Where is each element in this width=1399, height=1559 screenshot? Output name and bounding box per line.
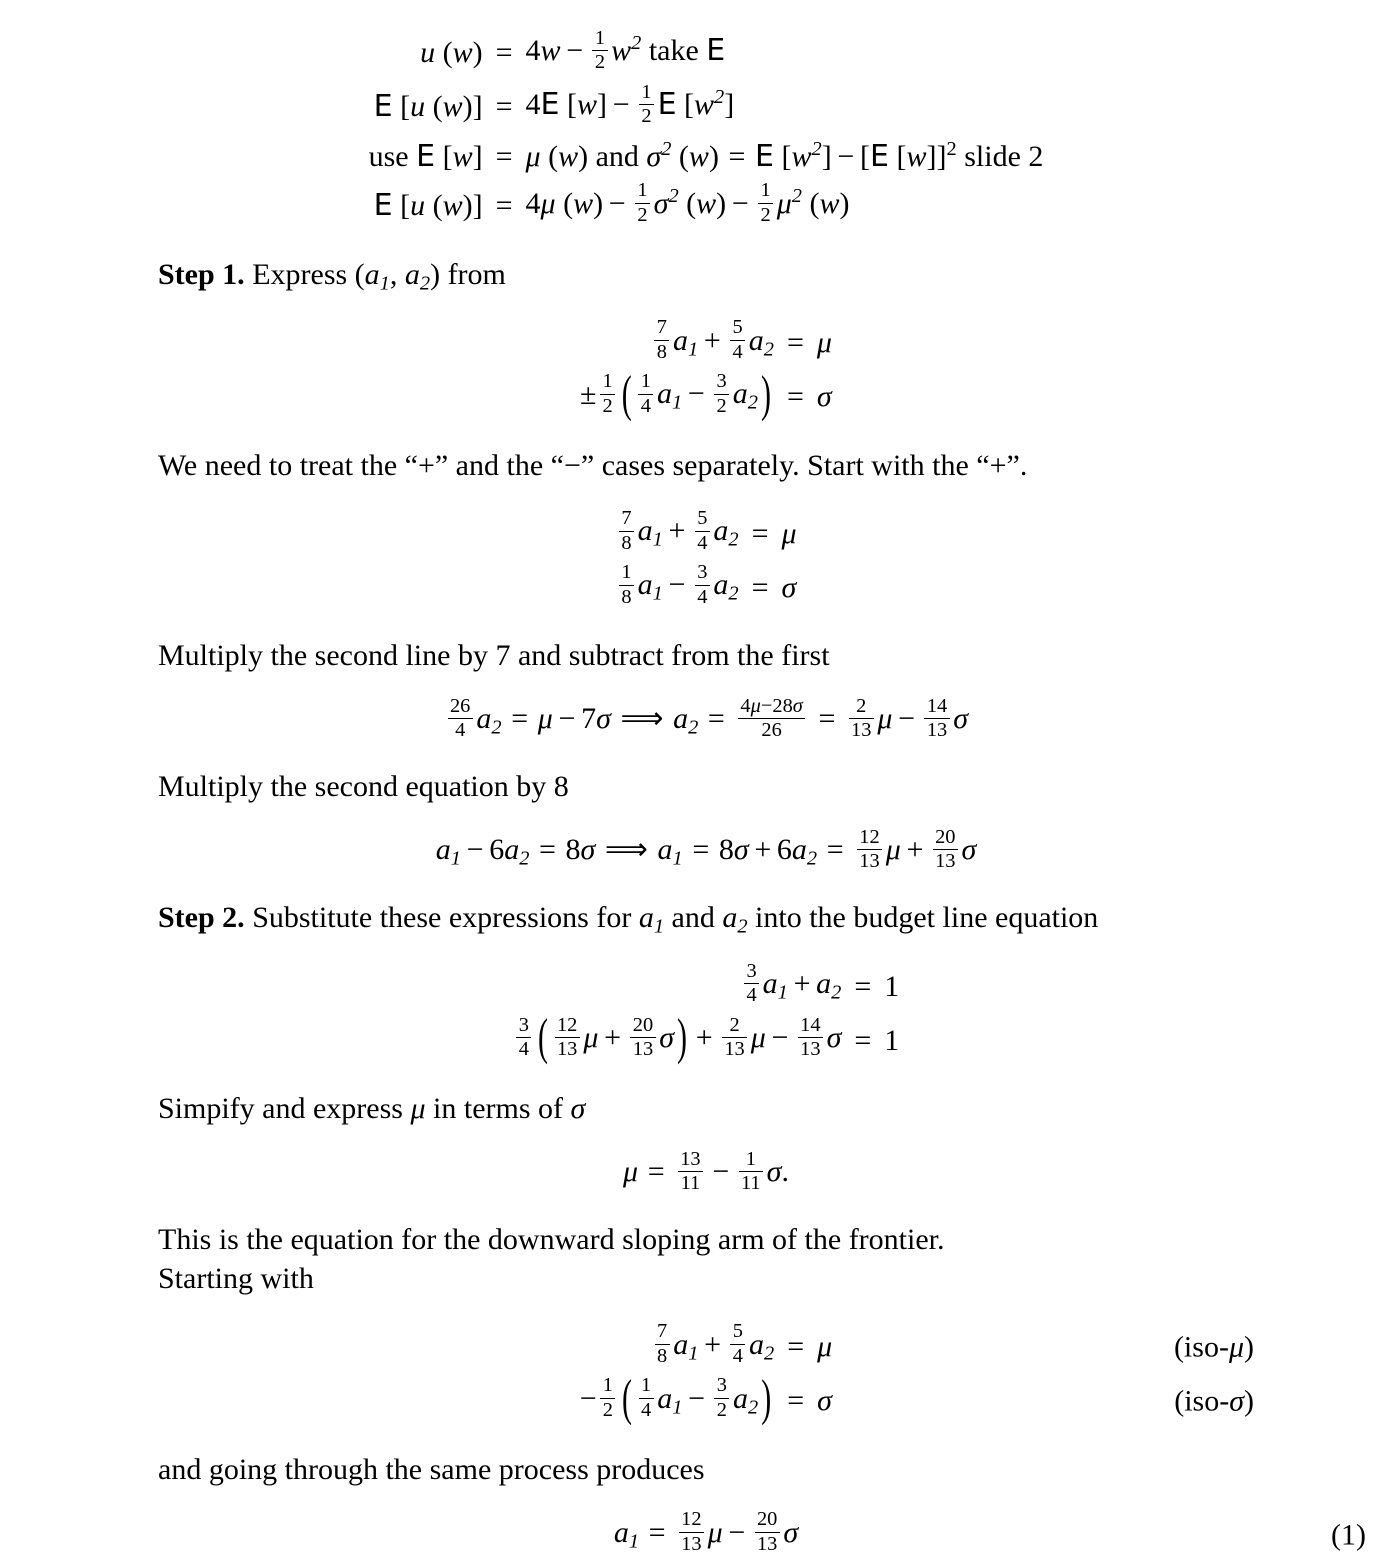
fraction: $\frac{12}{13}$: [857, 826, 882, 874]
fraction: $\frac{12}{13}$: [555, 1014, 580, 1062]
equation-table: [580, 316, 832, 424]
equation-table: [615, 507, 796, 615]
simplify-note: Simpify and express μ in terms of σ: [158, 1091, 586, 1125]
fraction: $\frac{3}{4}$: [516, 1014, 531, 1062]
fraction: $\frac{5}{4}$: [730, 1320, 745, 1368]
fraction: $\frac{1}{8}$: [619, 561, 634, 609]
fraction: $\frac{3}{2}$: [714, 1374, 729, 1422]
mu-sigma-system-plusminus: [158, 316, 1254, 424]
minus-case-a1-result: [158, 1508, 1366, 1559]
budget-line-substitution: [158, 959, 1254, 1067]
equation-row: $\frac{3}{4}$ ( $\frac{12}{13}$ μ + $\frac{20}{13}$ σ ) + $\frac{2}{13}$ μ − $\frac{14}{13}$ σ = 1: [513, 1013, 900, 1067]
equation-tag: (iso-σ): [1174, 1384, 1254, 1418]
plus-case-system: [158, 507, 1254, 615]
multiply-by-7-note: Multiply the second line by 7 and subtract from the first: [158, 639, 830, 673]
fraction: $\frac{5}{4}$: [730, 316, 745, 364]
solve-a1-equation: [158, 825, 1254, 876]
fraction: $\frac{1}{2}$: [600, 370, 615, 418]
fraction: $\frac{1}{11}$: [739, 1148, 764, 1196]
iso-system: [158, 1320, 1254, 1428]
equation: a1 − 6a2 = 8σ ⟹ a1 = 8σ + 6a2 = $\frac{12}{13}$ μ + $\frac{20}{13}$ σ: [435, 825, 977, 873]
same-process-note: and going through the same process produces: [158, 1452, 705, 1486]
equation-tag: (iso-μ): [1173, 1330, 1254, 1364]
fraction: $\frac{3}{2}$: [714, 370, 729, 418]
fraction: $\frac{20}{13}$: [755, 1508, 780, 1556]
fraction: $\frac{20}{13}$: [933, 826, 958, 874]
equation-row: $\frac{1}{8}$ a1 − $\frac{3}{4}$ a2 = σ: [615, 560, 796, 614]
equation-row: use E [w] = μ (w) and $\sigma^2$ (w) = E $[w^2] - [E$ [w]]$^2$ slide 2: [368, 137, 1044, 174]
fraction: $\frac{1}{4}$: [638, 370, 653, 418]
fraction: $\frac{20}{13}$: [630, 1014, 655, 1062]
fraction: $\frac{1}{2}$: [600, 1374, 615, 1422]
fraction: $\frac{7}{8}$: [654, 316, 669, 364]
step-2-heading: Step 2. Substitute these expressions for a1 and a2 into the budget line equation: [158, 901, 1099, 938]
fraction: $\frac{7}{8}$: [655, 1320, 670, 1368]
frontier-downward-arm-equation: [158, 1147, 1254, 1198]
equation: $\frac{26}{4}$ a2 = μ − 7σ ⟹ a2 = $\frac{4\mu-28\sigma}{26}$ = $\frac{2}{13}$ μ − $\frac{14}{13}$ σ: [444, 697, 968, 745]
fraction: $\frac{13}{11}$: [678, 1148, 703, 1196]
equation-table: [513, 959, 900, 1067]
equation-row: ± $\frac{1}{2}$ ( $\frac{1}{4}$ a1 − $\frac{3}{2}$ a2 ) = σ: [580, 366, 832, 423]
plus-minus-cases-note: We need to treat the “+” and the “−” cases separately. Start with the “+”.: [158, 448, 1028, 482]
equation-row: $\frac{7}{8}$ a1 + $\frac{5}{4}$ a2 = μ: [615, 507, 796, 561]
fraction: $\frac{7}{8}$: [619, 507, 634, 555]
fraction: $\frac{5}{4}$: [695, 507, 710, 555]
fraction: $\frac{12}{13}$: [679, 1508, 704, 1556]
equation-row: − $\frac{1}{2}$ ( $\frac{1}{4}$ a1 − $\frac{3}{2}$ a2 ) = σ: [579, 1370, 832, 1427]
solve-a2-equation: [158, 694, 1254, 745]
equation-row: E [u (w)] = 4E [w] − $\frac{1}{2}$ E $[w^2]$: [373, 80, 735, 127]
fraction: $\frac{1}{2}$: [639, 81, 654, 129]
equation-row: u (w) = 4w − $\frac{1}{2}$ $w^2$ take E: [420, 26, 726, 74]
fraction: $\frac{2}{13}$: [849, 695, 874, 743]
fraction: $\frac{1}{2}$: [592, 27, 607, 75]
equation-table: [580, 1320, 832, 1428]
fraction: $\frac{4\mu-28\sigma}{26}$: [738, 695, 805, 743]
frontier-explanation: This is the equation for the downward sloping arm of the frontier. Starting with: [158, 1222, 945, 1295]
equation-row: E [u (w)] = 4μ (w) − $\frac{1}{2}$ $\sigma^2$ (w) − $\frac{1}{2}$ $\mu^2$ (w): [373, 179, 850, 226]
utility-expectation-derivation: [158, 26, 1254, 233]
equation: μ = $\frac{13}{11}$ − $\frac{1}{11}$ σ.: [623, 1147, 789, 1195]
equation-row: $\frac{3}{4}$ a1 + a2 = 1: [513, 959, 900, 1013]
fraction: $\frac{1}{4}$: [639, 1374, 654, 1422]
equation-row: $\frac{7}{8}$ a1 + $\frac{5}{4}$ a2 = μ: [580, 316, 832, 370]
fraction: $\frac{1}{2}$: [758, 179, 773, 227]
equation: a1 = $\frac{12}{13}$ μ − $\frac{20}{13}$ σ: [613, 1508, 799, 1555]
equation-row: $\frac{7}{8}$ a1 + $\frac{5}{4}$ a2 = μ: [580, 1320, 832, 1374]
step-1-heading: Step 1. Express (a1, a2) from: [158, 257, 506, 295]
fraction: $\frac{3}{4}$: [744, 960, 759, 1008]
fraction: $\frac{26}{4}$: [448, 695, 473, 743]
math-document: [158, 26, 1366, 1559]
fraction: $\frac{14}{13}$: [798, 1014, 823, 1062]
equation-table: [369, 26, 1044, 233]
fraction: $\frac{3}{4}$: [695, 561, 710, 609]
equation-tag: (1): [1331, 1518, 1366, 1552]
multiply-by-8-note: Multiply the second equation by 8: [158, 770, 569, 804]
fraction: $\frac{14}{13}$: [924, 695, 949, 743]
fraction: $\frac{2}{13}$: [722, 1014, 747, 1062]
fraction: $\frac{1}{2}$: [635, 179, 650, 227]
